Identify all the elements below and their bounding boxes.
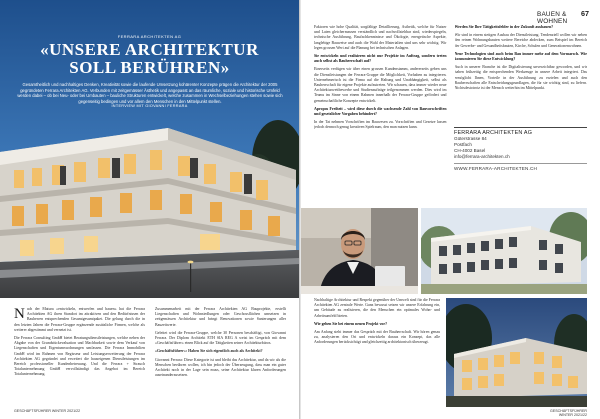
left-page — [0, 0, 299, 419]
interview-answer: Wir sind in einem stetigen Ausbau der Dienstleistung. Tendenziell wollen wir neben den reinen Wohnungsbauten weitere Bereiche abdecken, zum Beispiel im Bereich der Gewerbe- und Gesundheitsbauten, Kirche, Schulen und Generationenwohnen. — [454, 33, 587, 48]
company-email[interactable]: info@ferrara-architekten.ch — [454, 154, 510, 159]
interview-byline: INTERVIEW MIT GIOVANNI FERRARA — [111, 104, 188, 108]
photo-residential-building — [421, 208, 587, 294]
headline-line-1: «UNSERE ARCHITEKTUR — [40, 40, 259, 59]
company-contact-box — [454, 127, 587, 191]
right-bottom-text-column — [314, 298, 440, 404]
address-pobox: Postfach — [454, 142, 472, 147]
paragraph-text: ach der Matura «entwickeln, entwerfen und bauen» hat die Ferrara Architekten AG ihren Standort im attraktiven und den Bedürfnissen der Bauherren entsprechenden Gesamtgesamtpaket. Die gelung durch die in den letzten Jahren die Ferrara-Gruppe ergänzende zusätzliche Firmen, welche als weiterer abgestimmt und vernetzt ist. — [14, 307, 145, 332]
dropcap: N — [14, 307, 25, 322]
left-body-column-2 — [155, 307, 286, 403]
headline-line-2: SOLL BERÜHREN» — [69, 58, 230, 77]
interview-question: Neue Technologien sind auch beim Bau immer mehr auf dem Vormarsch. Wie konsumieren Sie diese Entwicklung? — [454, 51, 587, 62]
interview-question: Werden Sie Ihre Tätigkeitsfelder in der Zukunft ausbauen? — [454, 25, 554, 29]
interview-question: Apropos Freiheit – wird diese durch die wachsende Zahl von Bauvorschriften und gesetzlicher Vorgaben behindert? — [314, 106, 447, 117]
hero-photo-apartment-building — [0, 0, 299, 298]
paragraph: Nachhaltige Architektur und Respekt gegenüber der Umwelt sind für die Ferrara Architekten AG zentrale Werte. Ganz bewusst setzen wir unsere Erfahrung ein, um Gebäude zu realisieren, die den Menschen ein optimales Wohn- und Arbeitsumfeld bieten. — [314, 298, 440, 318]
right-body-column-1 — [314, 25, 447, 200]
interview-answer: Am Anfang steht immer das Gespräch mit der Bauherrschaft. Wir hören genau zu, analysieren den Ort und entwickeln daraus ein Konzept, das alle Anforderungen berücksichtigt und gleichzeitig architektonisch überzeugt. — [314, 330, 440, 345]
left-body-columns — [14, 307, 286, 403]
section-title: BAUEN & WOHNEN — [537, 11, 568, 25]
address-city: CH-4002 Basel — [454, 148, 486, 153]
paragraph: Faktoren wie hohe Qualität, sorgfältige Detaillierung, Ästhetik, welche für Nutzer und Laien gleichermassen verständlich und nachvollziehbar sind, wiederspiegeln, technische Ausführung, Baufachkenntnisse und Ökologie, energetische Aspekte, langlebige Bauweise und auch die Wahl der Materialien sind uns sehr wichtig. Wir legen grossen Wert auf die Planung bei technischen Anlagen. — [314, 25, 447, 50]
right-body-column-2 — [455, 25, 588, 125]
article-lede: Gesamtheitlich und nachhaltiges Denken, Kreativität sowie die laufende Umsetzung kohärenter Konzepte prägen die Architektur der 2005 gegründeten Ferrara Architekten AG. Verbunden mit zeitgemässer Ästhetik und angepasst an das räumliche, soziale und historische Umfeld werden dabei – ob bei Neu- oder bei Umbauten – bauliche Strukturen entwickelt, welche zusammen in Wechselbeziehungen stehen sowie sich gegenseitig bedingen und vor allem den Menschen in den Mittelpunkt stellen. — [17, 82, 283, 104]
paragraph — [14, 307, 145, 333]
folio-left: GESCHÄFTSFÜHRER WINTER 2021/22 — [14, 409, 81, 413]
interview-question: Sie entwickeln und realisieren nicht nur Projekte im Auftrag, sondern treten auch selbst als Bauherrschaft auf? — [314, 54, 447, 64]
paragraph: Zusammenarbeit mit der Ferrara Architekten AG Bauprojekte, erstellt Liegenschaften und Wohnsiedlungen oder Geschossflächen umsetzen in zeitgemässen Architektur und bringt Renovationen sowie Sanierungen aller Bauzeitwerte. — [155, 307, 286, 327]
article-headline — [0, 41, 299, 77]
running-head — [537, 9, 589, 25]
paragraph: Geleitet wird die Ferrara-Gruppe, welche 30 Personen beschäftigt, von Giovanni Ferrara. Der Diplom Architekt ETH SIA REG A weist im Gespräch mit dem «Geschäftsführer» einen Blick auf die Tätigkeiten seiner Architekturbüros. — [155, 330, 286, 346]
company-name: FERRARA ARCHITEKTEN AG — [454, 130, 533, 136]
photo-building-at-dusk — [446, 298, 587, 407]
interview-question: Wie gehen Sie bei einem neuen Projekt vor? — [314, 321, 388, 326]
interview-answer: Auch in unserer Branche ist die Digitalisierung unverzichtbar geworden, und wir haben frühzeitig die entsprechenden Werkzeuge in unsere Arbeit integriert. Das ermöglicht Ihnen, Vorteile in der Ausführung zu erzielen und auch den Bauherrschaften alle Entscheidungsgrundlagen, die für sie wichtig sind, zu liefern. Nichtsdestotrotz ist der Mensch weiterhin im Mittelpunkt. — [454, 65, 587, 91]
portrait-photo-architect — [301, 208, 418, 294]
paragraph: Die Ferrara Consulting GmbH bietet Beratungsdienstleistungen, welche neben der Abgabe von der Grundstückevaluation und Machbarkeit sowie dem Verkauf von Liegenschaften und Eigentumswohnungen umfassen. Die Ferrara Immobilien GmbH wird im Rahmen von Regisseur und Leistungserweiterung der Ferrara Architekten AG gegründet und erweitert die hauseigenen Dienstleistungen im Bereich professioneller Kundenbetreuung. Und die Ferrara + Strauch Totalunternehmung GmbH vervollständigt das Angebot im Bereich Totalunternehmung. — [14, 336, 145, 377]
interview-answer: Giovanni Ferrara: Diese Kategorie ist und bleibt das Architektur, und da wir als die Menschen berühren wollen, ich bin jedoch der Überzeugung, dass man ein guter Architekt noch in der Lage sein muss, seine Architektur klaren Anforderungen auseinanderzusetzen. — [155, 357, 286, 378]
folio-right: GESCHÄFTSFÜHRER WINTER 2021/22 — [550, 409, 587, 417]
interview-question: «Geschäftsführer»: Haben Sie sich eigentlich auch als Architekt? — [155, 349, 263, 354]
company-website[interactable]: WWW.FERRARA-ARCHITEKTEN.CH — [454, 163, 587, 171]
interview-answer: In der Tat nehmen Vorschriften im Bauwesen zu. Vorschriften und Gesetze lassen jedoch dennoch genug kreativen Spielraum, den man nutzen kann. — [314, 120, 447, 130]
interview-answer: Einerseits verfügen wir über einen grossen Kundenstamm, andererseits geben uns die Dienstleistungen der Ferrara-Gruppe die Möglichkeit, Vorhaben zu integrieren. Unternehmerisch ist die Firma auf die Haltung und Unabhängigkeit, selbst als Bauherrschaft für eigene Projekte aufzutreten. Wir schauen, dass immer wieder neue Architekturwettbewerbe und Studienaufträge teilgenommen werden. Dies wird im Teams im Sinne von einem Rahmen innerhalb der Ferrara-Gruppe gefördert und gemeinschaftliche Konzepte entwickelt. — [314, 67, 447, 103]
left-body-column-1 — [14, 307, 145, 403]
address-street: Güterstrasse 84 — [454, 136, 487, 141]
article-kicker: FERRARA ARCHITEKTEN AG — [117, 34, 182, 39]
page-number: 67 — [581, 9, 589, 18]
right-page — [301, 0, 600, 419]
